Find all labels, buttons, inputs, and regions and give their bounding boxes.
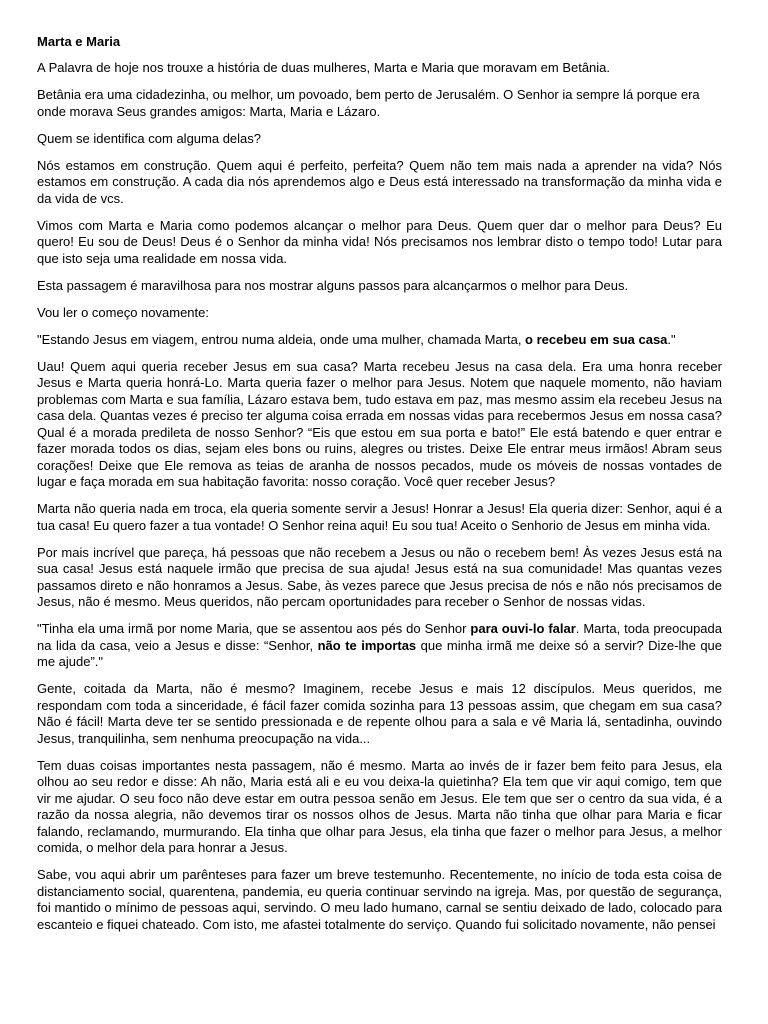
paragraph-14: Tem duas coisas importantes nesta passagem, não é mesmo. Marta ao invés de ir fazer bem feito para Jesus, ela olhou ao seu redor e disse: Ah não, Maria está ali e eu vou deixa-la quietinha? Ela tem que vir aqui comigo, tem que vir me ajudar. O seu foco não deve estar em outra pessoa senão em Jesus. Ele tem que ser o centro da sua vida, é a razão da nossa alegria, não devemos tirar os nossos olhos de Jesus. Marta não tinha que olhar para Maria e ficar falando, reclamando, murmurando. Ela tinha que olhar para Jesus, ela tinha que fazer o melhor para Jesus, a melhor comida, o melhor dela para honrar a Jesus. <box>37 757 722 855</box>
paragraph-13: Gente, coitada da Marta, não é mesmo? Imaginem, recebe Jesus e mais 12 discípulos. Meus queridos, me respondam com toda a sinceridade, é fácil fazer comida sozinha para 13 pessoas assim, que chegam em sua casa? Não é fácil! Marta deve ter se sentido pressionada e de repente olhou para a sala e vê Maria lá, sentadinha, ouvindo Jesus, tranquilinha, sem nenhuma preocupação na vida... <box>37 681 722 746</box>
quote-2-text-a: "Tinha ela uma irmã por nome Maria, que se assentou aos pés do Senhor <box>37 621 471 636</box>
paragraph-4: Nós estamos em construção. Quem aqui é perfeito, perfeita? Quem não tem mais nada a aprender na vida? Nós estamos em construção. A cada dia nós aprendemos algo e Deus está interessado na transformação da minha vida e da vida de vcs. <box>37 157 722 206</box>
paragraph-11: Por mais incrível que pareça, há pessoas que não recebem a Jesus ou não o recebem bem! Às vezes Jesus está na sua casa! Jesus está naquele irmão que precisa de sua ajuda! Jesus está na sua comunidade! Mas quantas vezes passamos direto e não honramos a Jesus. Sabe, às vezes parece que Jesus precisa de nós e não nós precisamos de Jesus, não é mesmo. Meus queridos, não percam oportunidades para receber o Senhor de nossas vidas. <box>37 544 722 609</box>
paragraph-6: Esta passagem é maravilhosa para nos mostrar alguns passos para alcançarmos o melhor para Deus. <box>37 277 629 293</box>
paragraph-5: Vimos com Marta e Maria como podemos alcançar o melhor para Deus. Quem quer dar o melhor para Deus? Eu quero! Eu sou de Deus! Deus é o Senhor da minha vida! Nós precisamos nos lembrar disto o tempo todo! Lutar para que isto seja uma realidade em nossa vida. <box>37 217 722 266</box>
quote-2-bold-a: para ouvi-lo falar <box>470 621 576 636</box>
paragraph-3: Quem se identifica com alguma delas? <box>37 130 262 146</box>
quote-paragraph-1 <box>37 332 722 349</box>
paragraph-2: Betânia era uma cidadezinha, ou melhor, um povoado, bem perto de Jerusalém. O Senhor ia sempre lá porque era onde morava Seus grandes amigos: Marta, Maria e Lázaro. <box>37 87 700 119</box>
quote-2-text-b: . Marta, toda preocupada na lida da casa, veio a Jesus e disse: “Senhor, <box>37 621 722 653</box>
paragraph-1: A Palavra de hoje nos trouxe a história de duas mulheres, Marta e Maria que moravam em Betânia. <box>37 60 611 75</box>
paragraph-15: Sabe, vou aqui abrir um parênteses para fazer um breve testemunho. Recentemente, no início de toda esta coisa de distanciamento social, quarentena, pandemia, eu queria continuar servindo na igreja. Mas, por questão de segurança, foi mantido o mínimo de pessoas aqui, servindo. O meu lado humano, carnal se sentiu deixado de lado, colocado para escanteio e fiquei chateado. Com isto, me afastei totalmente do serviço. Quando fui solicitado novamente, não pensei <box>37 867 722 932</box>
quote-1-text: "Estando Jesus em viagem, entrou numa aldeia, onde uma mulher, chamada Marta, <box>37 331 526 347</box>
quote-2-bold-b: não te importas <box>317 637 417 653</box>
paragraph-9: Uau! Quem aqui queria receber Jesus em sua casa? Marta recebeu Jesus na casa dela. Era uma honra receber Jesus e Marta queria honrá-Lo. Marta queria fazer o melhor para Jesus. Notem que naquele momento, não haviam problemas com Marta e sua família, Lázaro estava bem, tudo estava em paz, mas mesmo assim ela recebeu Jesus na casa dela. Quantas vezes é preciso ter alguma coisa errada em nossas vidas para recebermos Jesus em nossa casa? Qual é a morada predileta de nosso Senhor? “Eis que estou em sua porta e bato!” Ele está batendo e quer entrar e fazer morada todos os dias, sejam eles bons ou ruins, alegres ou tristes. Deixe Ele entrar meus irmãos! Abram seus corações! Deixe que Ele remova as teias de aranha de nossos pecados, mude os móveis de nossas vontades de lugar e faça morada em sua habitação favorita: nosso coração. Você quer receber Jesus? <box>37 358 722 489</box>
document-title: Marta e Maria <box>37 34 121 49</box>
quote-1-bold: o recebeu em sua casa <box>525 331 668 347</box>
paragraph-7: Vou ler o começo novamente: <box>37 304 209 320</box>
quote-paragraph-2 <box>37 621 722 671</box>
paragraph-10: Marta não queria nada em troca, ela queria somente servir a Jesus! Honrar a Jesus! Ela queria dizer: Senhor, aqui é a tua casa! Eu quero fazer a tua vontade! O Senhor reina aqui! Eu sou tua! Aceito o Senhorio de Jesus em minha vida. <box>37 501 722 533</box>
quote-2-text-c: que minha irmã me deixe só a servir? Dize-lhe que me ajude”." <box>37 637 723 669</box>
quote-1-end: ." <box>667 331 676 347</box>
